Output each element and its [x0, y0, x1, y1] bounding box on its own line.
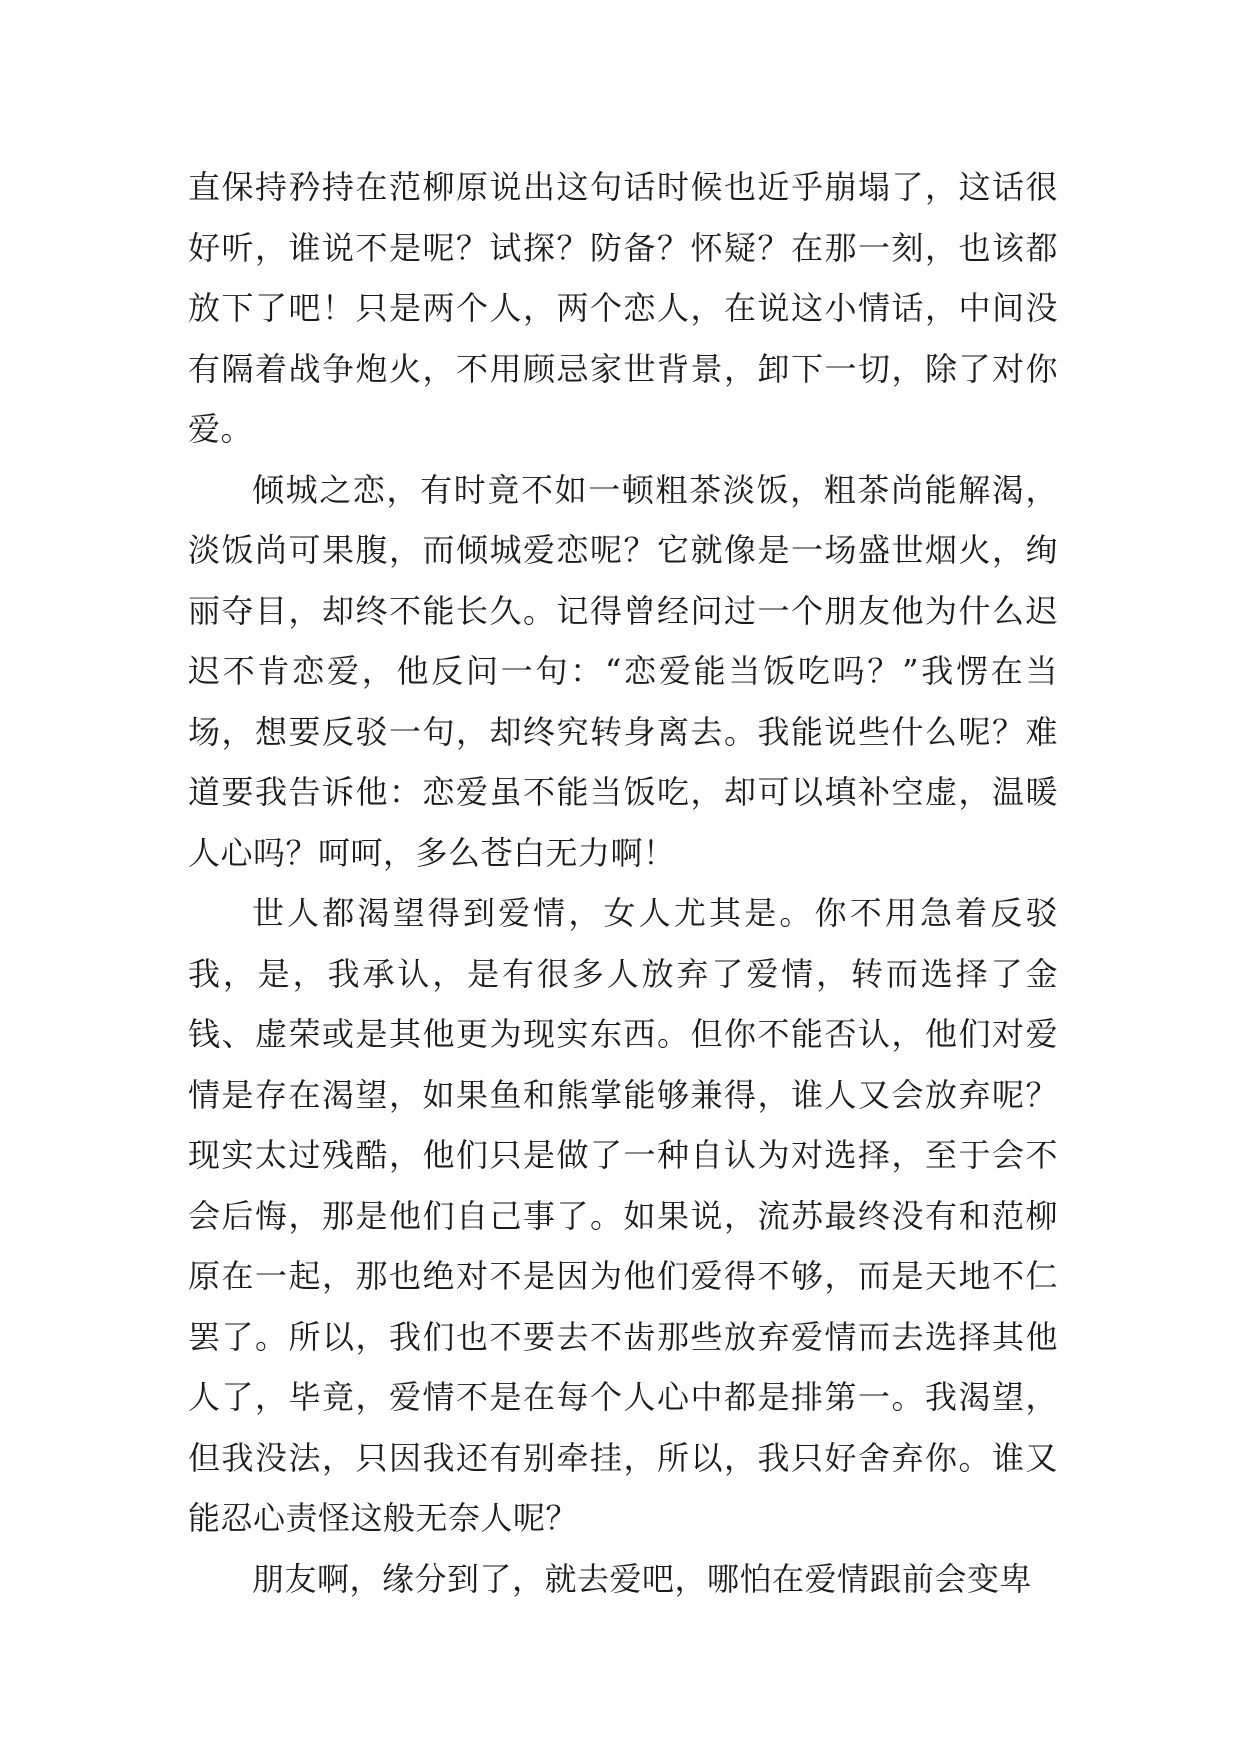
paragraph-4: 朋友啊，缘分到了，就去爱吧，哪怕在爱情跟前会变卑	[252, 1559, 1033, 1598]
document-body	[188, 157, 1058, 1609]
paragraph-3: 世人都渴望得到爱情，女人尤其是。你不用急着反驳我，是，我承认，是有很多人放弃了爱情，转而选择了金钱、虚荣或是其他更为现实东西。但你不能否认，他们对爱情是存在渴望，如果鱼和熊掌能够兼得，谁人又会放弃呢？现实太过残酷，他们只是做了一种自认为对选择，至于会不会后悔，那是他们自己事了。如果说，流苏最终没有和范柳原在一起，那也绝对不是因为他们爱得不够，而是天地不仁罢了。所以，我们也不要去不齿那些放弃爱情而去选择其他人了，毕竟，爱情不是在每个人心中都是排第一。我渴望，但我没法，只因我还有别牵挂，所以，我只好舍弃你。谁又能忍心责怪这般无奈人呢？	[188, 894, 1058, 1537]
paragraph-1: 直保持矜持在范柳原说出这句话时候也近乎崩塌了，这话很好听，谁说不是呢？试探？防备？怀疑？在那一刻，也该都放下了吧！只是两个人，两个恋人，在说这小情话，中间没有隔着战争炮火，不用顾忌家世背景，卸下一切，除了对你爱。	[188, 168, 1058, 448]
paragraph-2: 倾城之恋，有时竟不如一顿粗茶淡饭，粗茶尚能解渴，淡饭尚可果腹，而倾城爱恋呢？它就像是一场盛世烟火，绚丽夺目，却终不能长久。记得曾经问过一个朋友他为什么迟迟不肯恋爱，他反问一句：“恋爱能当饭吃吗？”我愣在当场，想要反驳一句，却终究转身离去。我能说些什么呢？难道要我告诉他：恋爱虽不能当饭吃，却可以填补空虚，温暖人心吗？呵呵，多么苍白无力啊！	[188, 470, 1058, 872]
